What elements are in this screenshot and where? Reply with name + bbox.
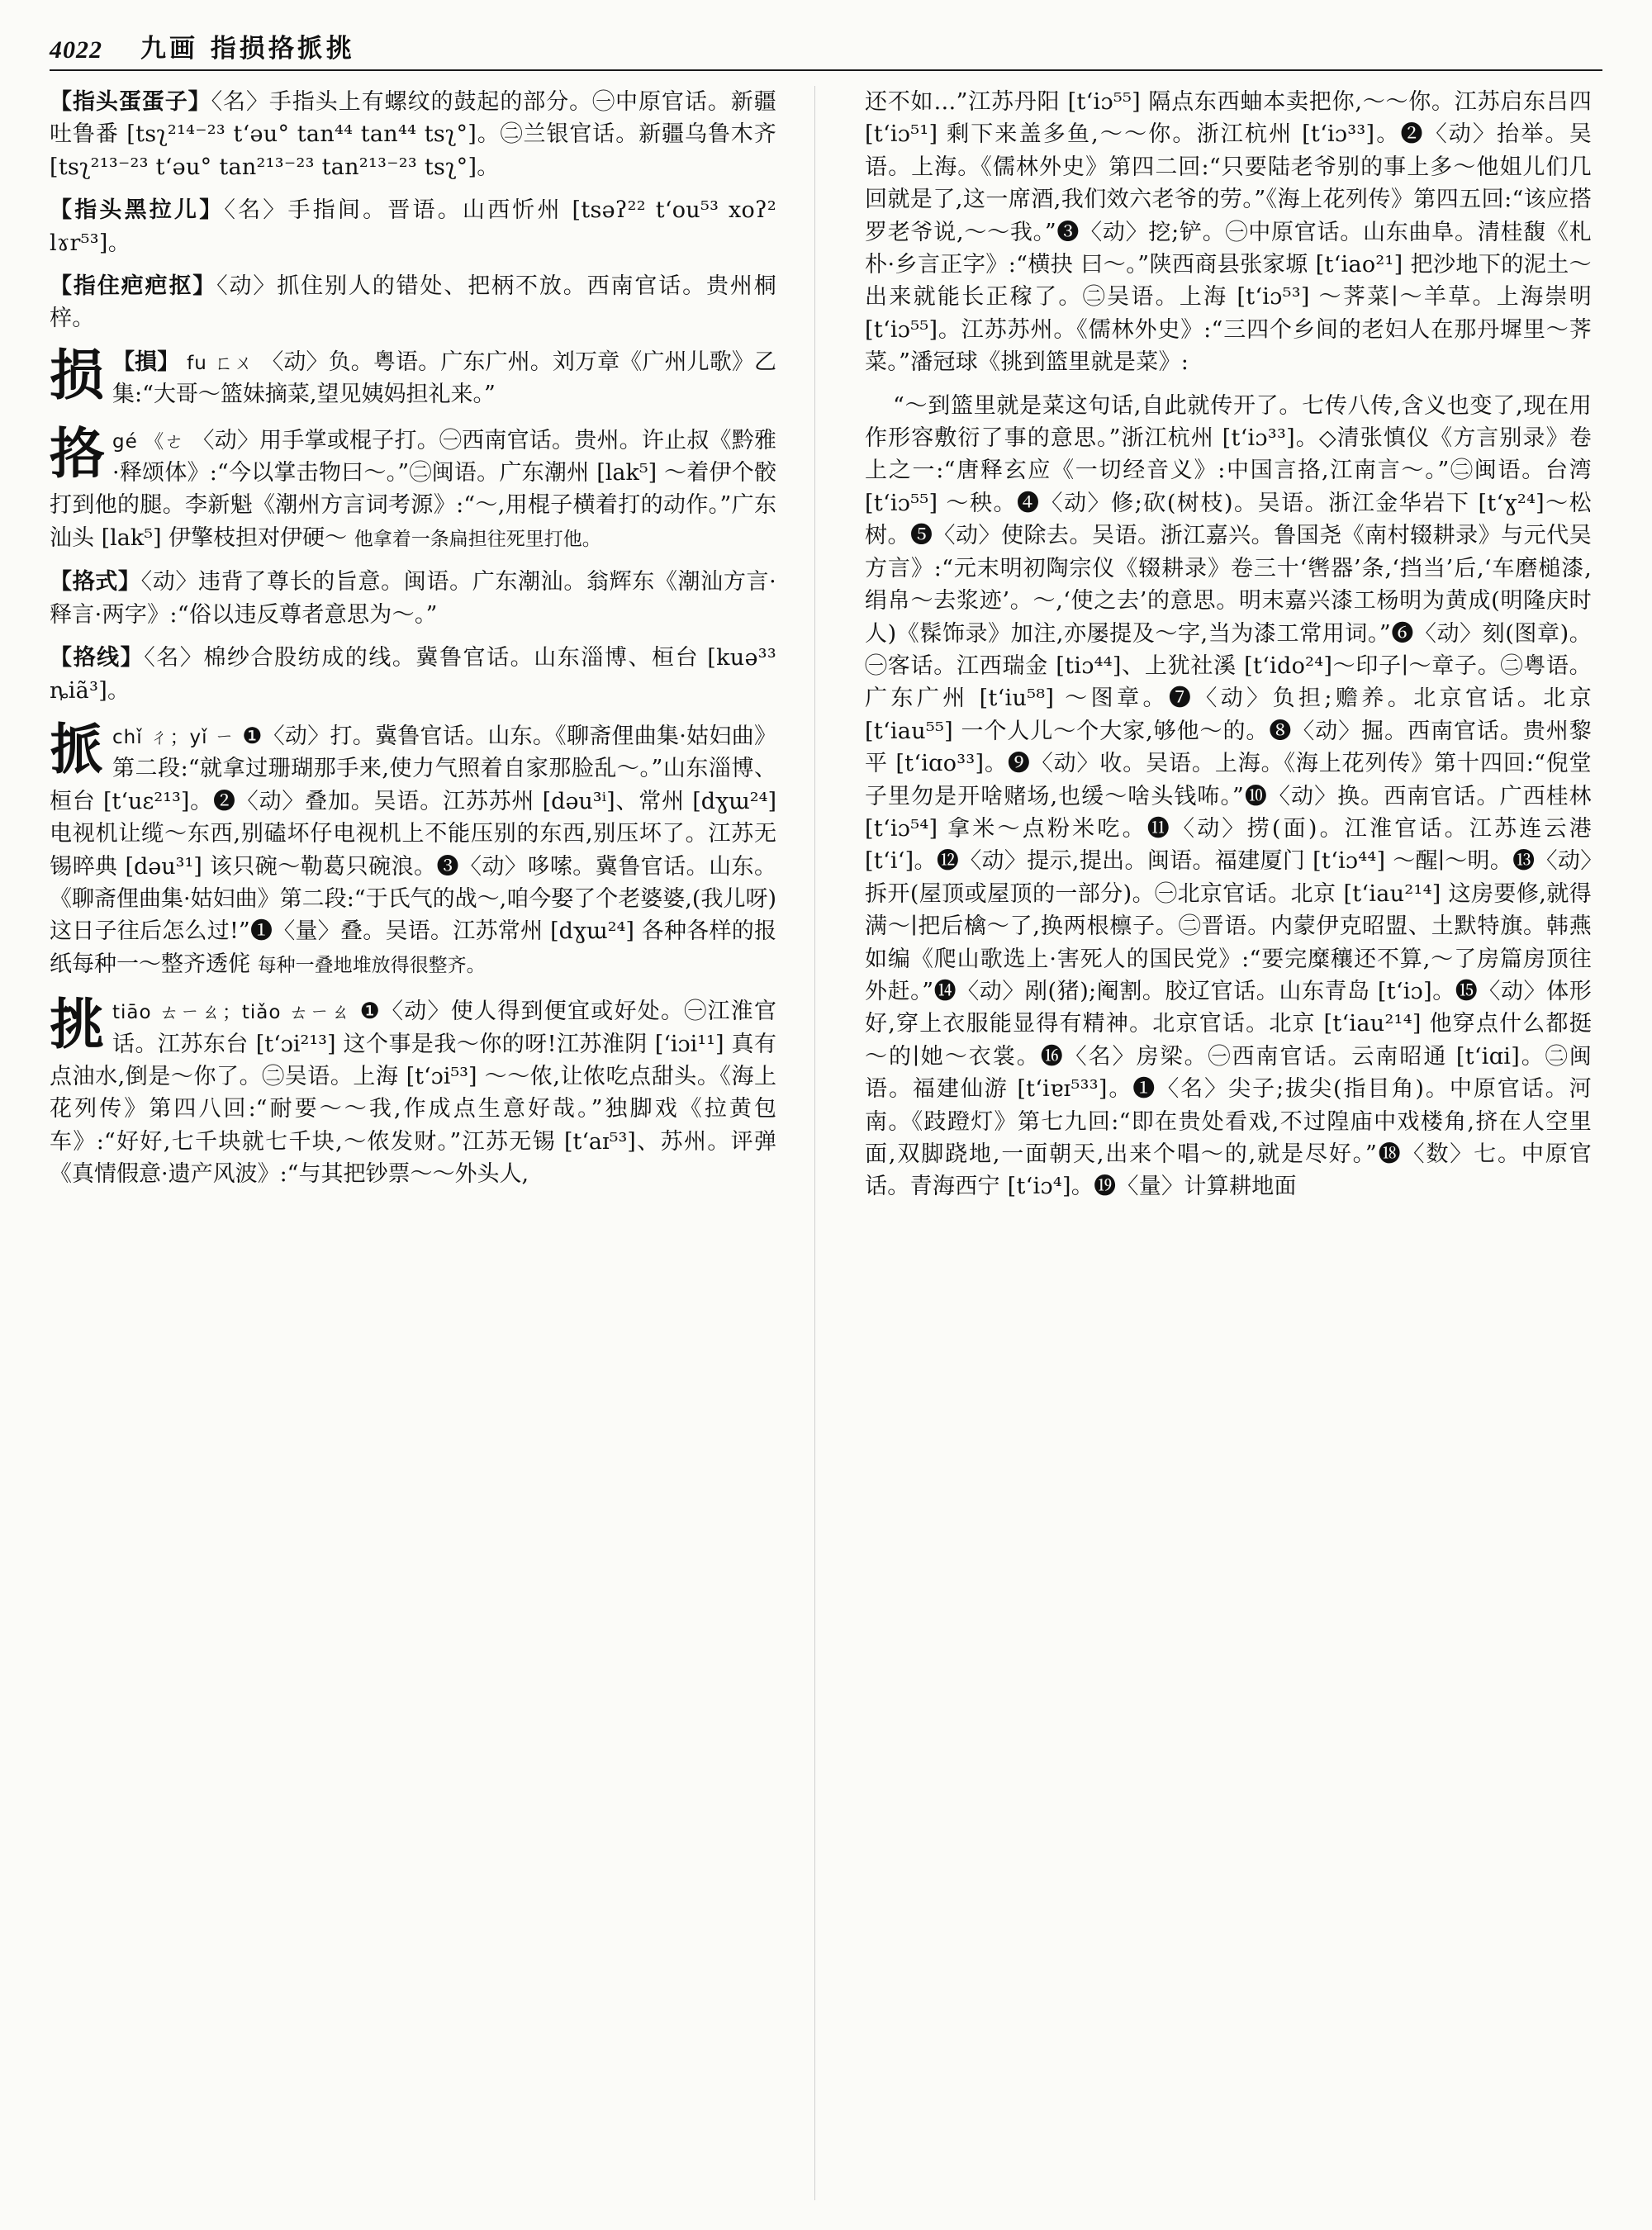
headword: 【指住疤疤抠】 [50,273,217,300]
headword: 【挌式】 [50,569,141,595]
entry-continuation [865,86,1592,379]
column-divider [814,86,817,2200]
entry-sun [50,346,776,411]
pronunciation: tiāo ㄊㄧㄠ；tiǎo ㄊㄧㄠ [112,1002,352,1024]
entry-continuation-2 [865,390,1592,1203]
headword: 【指头蛋蛋子】 [50,89,211,115]
entry-body: 〈动〉违背了尊长的旨意。闽语。广东潮汕。翁辉东《潮汕方言·释言·两字》:“俗以违反尊者意思为～。” [50,569,776,628]
pronunciation: fu ㄈㄨ [187,352,254,374]
running-head: 九画 指损挌挀挑 [140,34,355,64]
page-header [50,18,1602,64]
entry-body: ❶〈动〉使人得到便宜或好处。㊀江淮官话。江苏东台 [tʻɔi²¹³] 这个事是我～你的呀!江苏淮阴 [ʻiɔi¹¹] 真有点油水,倒是～你了。㊁吴语。上海 [tʻɔi⁵³] ～～侬,让侬吃点甜头。《海上花列传》第四八回:“耐要～～我,作成点生意好哉。”独脚戏《拉黄包车》:“好好,七千块就七千块,～侬发财。”江苏无锡 [tʻaɪ⁵³]、苏州。评弹《真情假意·遗产风波》:“与其把钞票～～外头人, [50,999,776,1188]
headword: 【挌线】 [50,645,145,671]
entry-tiao [50,995,776,1190]
entry-body: 还不如…”江苏丹阳 [tʻiɔ⁵⁵] 隔点东西蚰本卖把你,～～你。江苏启东吕四 [tʻiɔ⁵¹] 剩下来盖多鱼,～～你。浙江杭州 [tʻiɔ³³]。❷〈动〉抬举。吴语。上海。《儒林外史》第四二回:“只要陆老爷别的事上多～他姐儿们几回就是了,这一席酒,我们效六老爷的劳。”《海上花列传》第四五回:“该应搭罗老爷说,～～我。”❸〈动〉挖;铲。㊀中原官话。山东曲阜。清桂馥《札朴·乡言正字》:“横抉 曰～。”陕西商县张家塬 [tʻiao²¹] 把沙地下的泥土～出来就能长正稼了。㊁吴语。上海 [tʻiɔ⁵³] ～荠菜∣～羊草。上海崇明 [tʻiɔ⁵⁵]。江苏苏州。《儒林外史》:“三四个乡间的老妇人在那丹墀里～荠菜。”潘冠球《挑到篮里就是菜》: [865,89,1592,376]
entry-body: 〈名〉手指间。晋语。山西忻州 [tsəʔ²² tʻou⁵³ xoʔ² lɤr⁵³]。 [50,197,776,256]
entry-body: “～到篮里就是菜这句话,自此就传开了。七传八传,含义也变了,现在用作形容敷衍了事的意思。”浙江杭州 [tʻiɔ³³]。◇清张慎仪《方言别录》卷上之一:“唐释玄应《一切经音义》:中国言挌,江南言～。”㊁闽语。台湾 [tʻiɔ⁵⁵] ～秧。❹〈动〉修;砍(树枝)。吴语。浙江金华岩下 [tʻɣ²⁴]～松树。❺〈动〉使除去。吴语。浙江嘉兴。鲁国尧《南村辍耕录》与元代吴方言》:“元末明初陶宗仪《辍耕录》卷三十‘辔器’条,‘挡当’后,‘车磨槌漆,绢帛～去浆迹’。～,‘使之去’的意思。明末嘉兴漆工杨明为黄成(明隆庆时人)《髹饰录》加注,亦屡提及～字,当为漆工常用词。”❻〈动〉刻(图章)。㊀客话。江西瑞金 [tiɔ⁴⁴]、上犹社溪 [tʻido²⁴]～印子∣～章子。㊁粤语。广东广州 [tʻiu⁵⁸] ～图章。❼〈动〉负担;赡养。北京官话。北京 [tʻiau⁵⁵] 一个人儿～个大家,够他～的。❽〈动〉掘。西南官话。贵州黎平 [tʻiɑo³³]。❾〈动〉收。吴语。上海。《海上花列传》第十四回:“倪堂子里勿是开啥赌场,也缓～啥头钱咘。”❿〈动〉换。西南官话。广西桂林 [tʻiɔ⁵⁴] 拿米～点粉米吃。⓫〈动〉捞(面)。江淮官话。江苏连云港 [tʻiʻ]。⓬〈动〉提示,提出。闽语。福建厦门 [tʻiɔ⁴⁴] ～醒∣～明。⓭〈动〉拆开(屋顶或屋顶的一部分)。㊀北京官话。北京 [tʻiau²¹⁴] 这房要修,就得满～∣把后檎～了,换两根檩子。㊁晋语。内蒙伊克昭盟、土默特旗。韩燕如编《爬山歌选上·害死人的国民党》:“要完糜穰还不算,～了房篇房顶往 外赶。”⓮〈动〉剐(猪);阉割。胶辽官话。山东青岛 [tʻiɔ]。⓯〈动〉体形好,穿上衣服能显得有精神。北京官话。北京 [tʻiau²¹⁴] 他穿点什么都挺～的∣她～衣裳。⓰〈名〉房梁。㊀西南官话。云南昭通 [tʻiɑi]。㊁闽语。福建仙游 [tʻiɐɪ⁵³³]。❶〈名〉尖子;拔尖(指目角)。中原官话。河南。《跂蹬灯》第七九回:“即在贵处看戏,不过隍庙中戏楼角,挤在人空里面,双脚跷地,一面朝天,出来个唱～的,就是尽好。”⓲〈数〉七。中原官话。青海西宁 [tʻiɔ⁴]。⓳〈量〉计算耕地面 [865,392,1592,1200]
entry-zhitou-dandanzi [50,86,776,183]
head-character: 挑 [50,995,104,1057]
entry-body: 〈名〉手指头上有螺纹的鼓起的部分。㊀中原官话。新疆吐鲁番 [tsʅ²¹⁴⁻²³ tʻəu° tan⁴⁴ tan⁴⁴ tsʅ°]。㊁兰银官话。新疆乌鲁木齐 [tsʅ²¹³⁻²³ tʻəu° tan²¹³⁻²³ tan²¹³⁻²³ tsʅ°]。 [50,89,776,180]
headword: 【指头黑拉儿】 [50,197,225,224]
head-character: 损 [50,345,104,407]
pronunciation: chǐ ㄔ；yǐ ㄧ [112,726,235,748]
entry-chi [50,720,776,980]
entry-geshi [50,566,776,631]
page-number: 4022 [50,36,102,64]
pronunciation: gé 《ㄜ [112,430,185,453]
entry-gloss: 每种一叠地堆放得很整齐。 [257,954,486,976]
entry-body: ❶〈动〉打。冀鲁官话。山东。《聊斋俚曲集·姑妇曲》第二段:“就拿过珊瑚那手来,使力气照着自家那脸乱～。”山东淄博、桓台 [tʻuɛ²¹³]。❷〈动〉叠加。吴语。江苏苏州 [dəu³ⁱ]、常州 [dɣɯ²⁴] 电视机让缆～东西,别磕坏仔电视机上不能压别的东西,别压坏了。江苏无锡晬典 [dəu³¹] 该只碗～勒葛只碗浪。❸〈动〉哆嗦。冀鲁官话。山东。《聊斋俚曲集·姑妇曲》第二段:“于氏气的战～,咱今娶了个老婆婆,(我儿呀)这日子往后怎么过!”❶〈量〉叠。吴语。江苏常州 [dɣɯ²⁴] 各种各样的报纸每种一～整齐透侂 [50,723,776,977]
entry-gloss: 他拿着一条扁担往死里打他。 [354,528,601,550]
column-container [50,86,1602,2200]
variant-form: 【損】 [112,349,180,375]
left-column [50,86,811,2200]
entry-zhizhu-babakou [50,270,776,335]
right-column [820,86,1592,2200]
entry-ge [50,425,776,555]
entry-body: 〈动〉用手掌或棍子打。㊀西南官话。贵州。许止叔《黔雅·释颂体》:“今以掌击物曰～。”㊁闽语。广东潮州 [lak⁵] ～着伊个骹打到他的腿。李新魁《潮州方言词考源》:“～,用棍子横着打的动作。”广东汕头 [lak⁵] 伊擎枝担对伊硬～ [50,427,776,551]
entry-body: 〈名〉棉纱合股纺成的线。冀鲁官话。山东淄博、桓台 [kuə³³ ȵiã³]。 [50,645,776,704]
entry-zhitou-heilar [50,194,776,259]
entry-body: 〈动〉抓住别人的错处、把柄不放。西南官话。贵州桐梓。 [50,273,777,332]
head-character: 挀 [50,719,104,781]
header-rule [50,69,1602,71]
head-character: 挌 [50,424,104,486]
entry-gexian [50,642,776,707]
entry-body: 〈动〉负。粤语。广东广州。刘万章《广州儿歌》乙集:“大哥～篮妹摘菜,望见姨妈担礼来。” [112,349,776,408]
